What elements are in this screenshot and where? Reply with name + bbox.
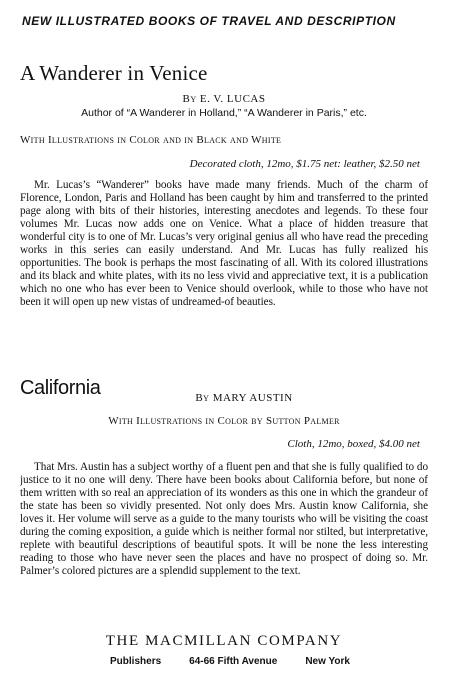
publisher-name: THE MACMILLAN COMPANY bbox=[105, 633, 343, 649]
book-description-venice: Mr. Lucas’s “Wanderer” books have made many friends. Much of the charm of Florence, London, Paris and Holland has been caught by him and transferred to the printed page along with bits of their histories, interesting anecdotes and legends. To these four volumes Mr. Lucas now adds one on Venice. What a place of hidden treasure that wonderful city is to one of Mr. Lucas’s very original genius all who have read the preceding works in this series can easily understand. And Mr. Lucas has fully realized his opportunities. The book is perhaps the most fascinating of all. With its colored illustrations and its black and white plates, with its no less vivid and appreciative text, it is a publication which no one who has ever been to Venice should overlook, while to those who have not been it will open up new vistas of undreamed-of beauties. bbox=[20, 179, 428, 309]
publisher-label: Publishers bbox=[110, 656, 162, 667]
book-byline-venice: By E. V. LUCAS bbox=[182, 93, 266, 105]
book-title-venice: A Wanderer in Venice bbox=[20, 61, 208, 85]
publisher-address bbox=[20, 656, 428, 667]
book-price-california: Cloth, 12mo, boxed, $4.00 net bbox=[287, 438, 420, 450]
page-header: NEW ILLUSTRATED BOOKS OF TRAVEL AND DESCRIPTION bbox=[22, 14, 396, 28]
book-author-note-venice: Author of “A Wanderer in Holland,” “A Wanderer in Paris,” etc. bbox=[81, 107, 367, 119]
book-description-california: That Mrs. Austin has a subject worthy of a fluent pen and that she is fully qualified to do justice to it no one will deny. There have been books about California before, but none of them written with so real an appreciation of its wonders as this one in which the grandeur of the state has been so vividly presented. Not only does Mrs. Austin know California, she loves it. Her volume will serve as a guide to the many tourists who will be visiting the coast during the coming exposition, a guide which is neither formal nor stilted, but interpretative, replete with beautiful descriptions of beautiful spots. It will be none the less interesting reading to those who have never seen the places and have no prospect of doing so. Mr. Palmer’s colored pictures are a splendid supplement to the text. bbox=[20, 461, 428, 578]
book-title-california: California bbox=[20, 377, 101, 399]
book-price-venice: Decorated cloth, 12mo, $1.75 net: leather, $2.50 net bbox=[189, 158, 420, 170]
publisher-city: New York bbox=[305, 656, 350, 667]
book-illustrations-venice: With Illustrations in Color and in Black and White bbox=[20, 134, 282, 146]
publisher-street: 64-66 Fifth Avenue bbox=[189, 656, 278, 667]
book-byline-california: By MARY AUSTIN bbox=[195, 392, 293, 404]
book-illustrations-california: With Illustrations in Color by Sutton Palmer bbox=[108, 415, 340, 427]
